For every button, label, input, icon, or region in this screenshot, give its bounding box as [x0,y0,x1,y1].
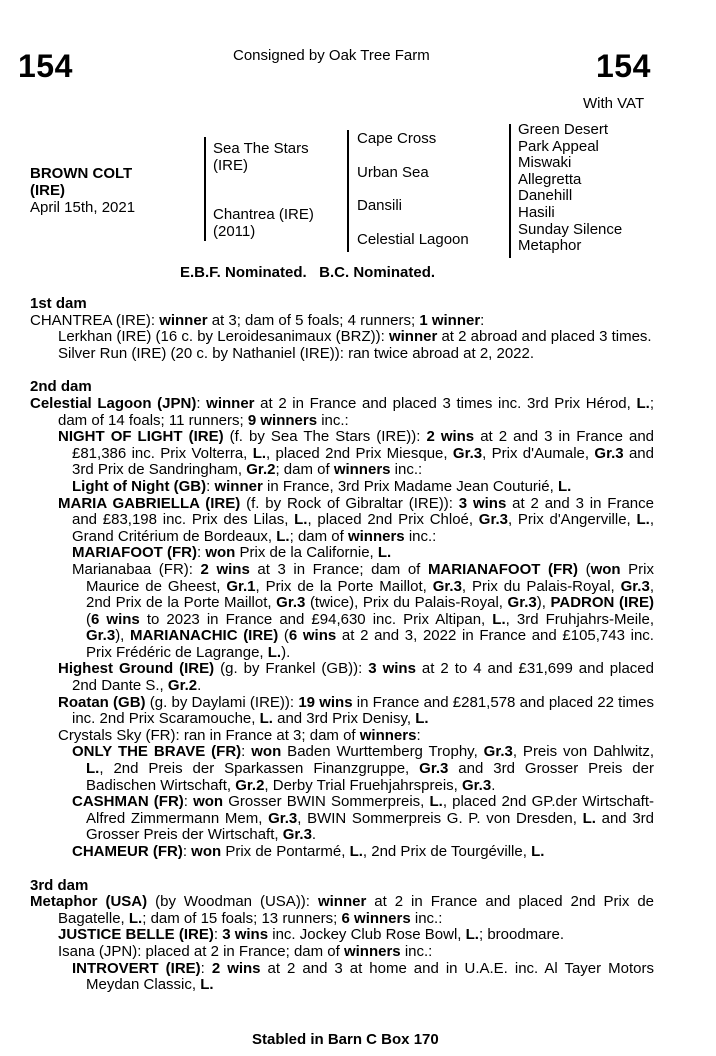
third-dam-heading: 3rd dam [30,876,89,894]
horse-foaled: April 15th, 2021 [30,199,136,216]
produce-entry: Lerkhan (IRE) (16 c. by Leroidesanimaux (BRZ)): winner at 2 abroad and placed 3 times. [58,328,652,346]
produce-entry: Light of Night (GB): winner in France, 3rd Prix Madame Jean Couturié, L. [72,477,572,495]
nominations: E.B.F. Nominated. B.C. Nominated. [180,264,436,281]
produce-entry: NIGHT OF LIGHT (IRE) (f. by Sea The Stars (IRE)): 2 wins at 2 and 3 in France and £81,386 inc. Prix Volterra, L., placed 2nd Prix Miesque, Gr.3, Prix d'Aumale, Gr.3 and 3rd Prix de Sandringham, Gr.2; dam of winners inc.: [58,428,655,479]
produce-entry: MARIA GABRIELLA (IRE) (f. by Rock of Gibraltar (IRE)): 3 wins at 2 and 3 in France and £83,198 inc. Prix des Lilas, L., placed 2nd Prix Chloé, Gr.3, Prix d'Angerville, L., Grand Critérium de Bordeaux, L.; dam of winners inc.: [58,494,654,545]
horse-title [30,165,135,216]
pedigree-bracket-3 [509,124,511,258]
vat-note: With VAT [583,95,645,112]
produce-entry: JUSTICE BELLE (IRE): 3 wins inc. Jockey Club Rose Bowl, L.; broodmare. [58,926,565,944]
produce-entry: Silver Run (IRE) (20 c. by Nathaniel (IRE)): ran twice abroad at 2, 2022. [58,344,535,362]
lot-number-right: 154 [596,48,651,84]
catalogue-body [30,296,654,994]
sire-sire: Cape Cross [357,130,437,147]
produce-entry: Isana (JPN): placed at 2 in France; dam of winners inc.: [58,942,433,960]
first-dam-heading: 1st dam [30,295,87,312]
third-generation: Green Desert Park Appeal Miswaki Allegretta Danehill Hasili Sunday Silence Metaphor [518,121,623,255]
lot-number-left: 154 [18,48,73,84]
consignor: Consigned by Oak Tree Farm [233,47,430,64]
produce-entry: MARIAFOOT (FR): won Prix de la Californie, L. [72,544,392,562]
produce-entry: Roatan (GB) (g. by Daylami (IRE)): 19 wins in France and £281,578 and placed 22 times inc. 2nd Prix Scaramouche, L. and 3rd Prix Denisy, L. [58,693,654,728]
dam-entry: CHANTREA (IRE): winner at 3; dam of 5 foals; 4 runners; 1 winner: [30,311,485,329]
produce-entry: CASHMAN (FR): won Grosser BWIN Sommerpreis, L., placed 2nd GP.der Wirtschaft-Alfred Zimmermann Mem, Gr.3, BWIN Sommerpreis G. P. von Dresden, L. and 3rd Grosser Preis der Wirtschaft, Gr.3. [72,793,655,844]
dam-dam: Celestial Lagoon [357,231,469,248]
pedigree-bracket-2 [347,130,349,252]
produce-entry: Highest Ground (IRE) (g. by Frankel (GB)): 3 wins at 2 to 4 and £31,699 and placed 2nd Dante S., Gr.2. [58,660,654,695]
dam: Chantrea (IRE) (2011) [213,206,314,240]
dam-entry: Metaphor (USA) (by Woodman (USA)): winner at 2 in France and placed 2nd Prix de Bagatelle, L.; dam of 15 foals; 13 runners; 6 winners inc.: [30,893,655,927]
second-dam-heading: 2nd dam [30,378,92,396]
produce-entry: Crystals Sky (FR): ran in France at 3; dam of winners: [58,726,421,744]
dam-sire: Dansili [357,197,403,214]
sire-dam: Urban Sea [357,164,429,181]
pedigree-bracket-1 [204,137,206,241]
sire: Sea The Stars (IRE) [213,140,309,174]
dam-entry: Celestial Lagoon (JPN): winner at 2 in France and placed 3 times inc. 3rd Prix Hérod, L.; dam of 14 foals; 11 runners; 9 winners inc.: [30,394,654,429]
produce-entry: CHAMEUR (FR): won Prix de Pontarmé, L., 2nd Prix de Tourgéville, L. [72,843,545,860]
produce-entry: Marianabaa (FR): 2 wins at 3 in France; dam of MARIANAFOOT (FR) (won Prix Maurice de Gheest, Gr.1, Prix de la Porte Maillot, Gr.3, Prix du Palais-Royal, Gr.3, 2nd Prix de la Porte Maillot, Gr.3 (twice), Prix du Palais-Royal, Gr.3), PADRON (IRE) (6 wins to 2023 in France and £94,630 inc. Prix Altipan, L., 3rd Fruhjahrs-Meile, Gr.3), MARIANACHIC (IRE) (6 wins at 2 and 3, 2022 in France and £105,743 inc. Prix Frédéric de Lagrange, L.). [72,560,654,661]
horse-country: (IRE) [30,182,65,199]
horse-sex: BROWN COLT [30,165,133,182]
stabling-footer: Stabled in Barn C Box 170 [252,1031,439,1048]
produce-entry: ONLY THE BRAVE (FR): won Baden Wurttemberg Trophy, Gr.3, Preis von Dahlwitz, L., 2nd Preis der Sparkassen Finanzgruppe, Gr.3 and 3rd Grosser Preis der Badischen Wirtschaft, Gr.2, Derby Trial Fruehjahrspreis, Gr.3. [72,743,654,794]
produce-entry: INTROVERT (IRE): 2 wins at 2 and 3 at home and in U.A.E. inc. Al Tayer Motors Meydan Classic, L. [72,959,654,994]
